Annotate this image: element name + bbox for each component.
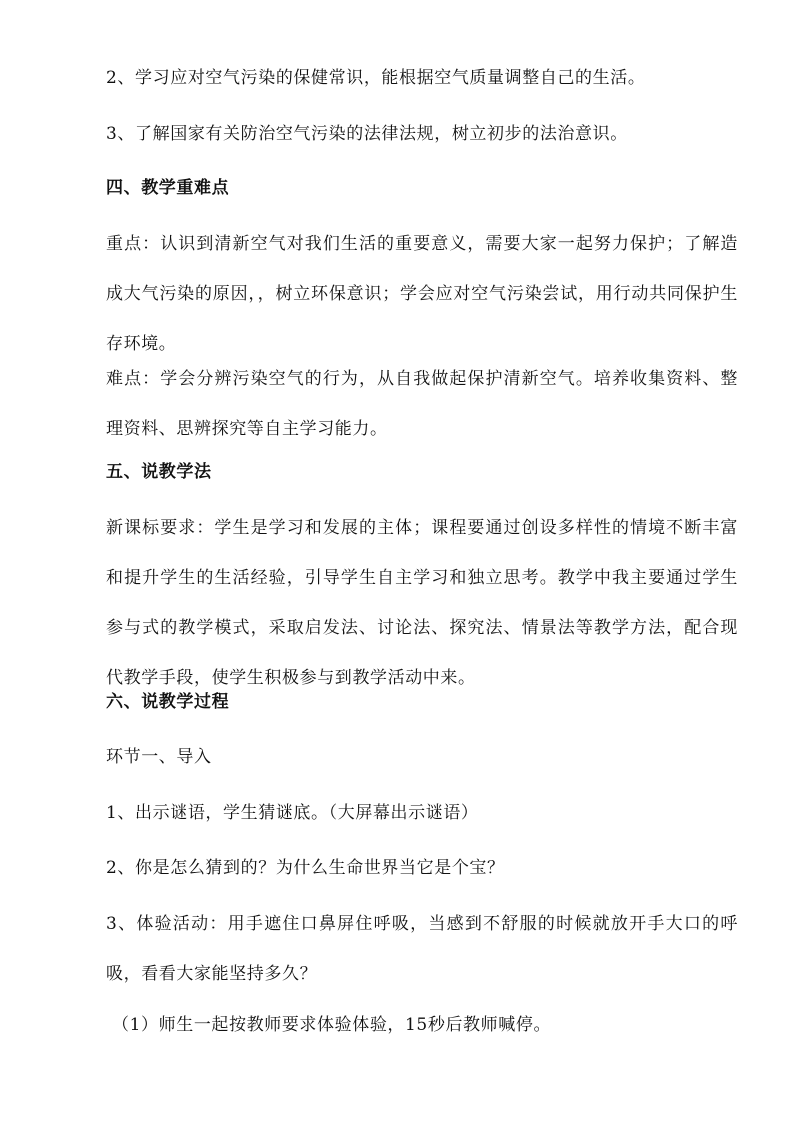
difficulty-paragraph: 难点：学会分辨污染空气的行为，从自我做起保护清新空气。培养收集资料、整理资料、思辨探究等自主学习能力。 [106, 369, 738, 439]
process-subitem-1: （1）师生一起按教师要求体验体验，15秒后教师喊停。 [112, 1015, 552, 1035]
process-item-3: 3、体验活动：用手遮住口鼻屏住呼吸，当感到不舒服的时候就放开手大口的呼吸，看看大家能坚持多久？ [106, 914, 738, 984]
process-item-2: 2、你是怎么猜到的？为什么生命世界当它是个宝？ [106, 858, 505, 878]
section-heading-methods: 五、说教学法 [106, 462, 212, 482]
process-item-1: 1、出示谜语，学生猜谜底。（大屏幕出示谜语） [106, 803, 479, 823]
methods-paragraph: 新课标要求：学生是学习和发展的主体；课程要通过创设多样性的情境不断丰富和提升学生的生活经验，引导学生自主学习和独立思考。教学中我主要通过学生参与式的教学模式，采取启发法、讨论法、探究法、情景法等教学方法，配合现代教学手段，使学生积极参与到教学活动中来。 [106, 518, 738, 688]
step-one-label: 环节一、导入 [106, 747, 212, 767]
section-heading-process: 六、说教学过程 [106, 692, 230, 712]
goal-item-2: 2、学习应对空气污染的保健常识，能根据空气质量调整自己的生活。 [106, 68, 646, 88]
goal-item-3: 3、了解国家有关防治空气污染的法律法规，树立初步的法治意识。 [106, 124, 628, 144]
section-heading-key-points: 四、教学重难点 [106, 178, 230, 198]
key-point-paragraph: 重点：认识到清新空气对我们生活的重要意义，需要大家一起努力保护；了解造成大气污染的原因，，树立环保意识；学会应对空气污染尝试，用行动共同保护生存环境。 [106, 234, 738, 354]
